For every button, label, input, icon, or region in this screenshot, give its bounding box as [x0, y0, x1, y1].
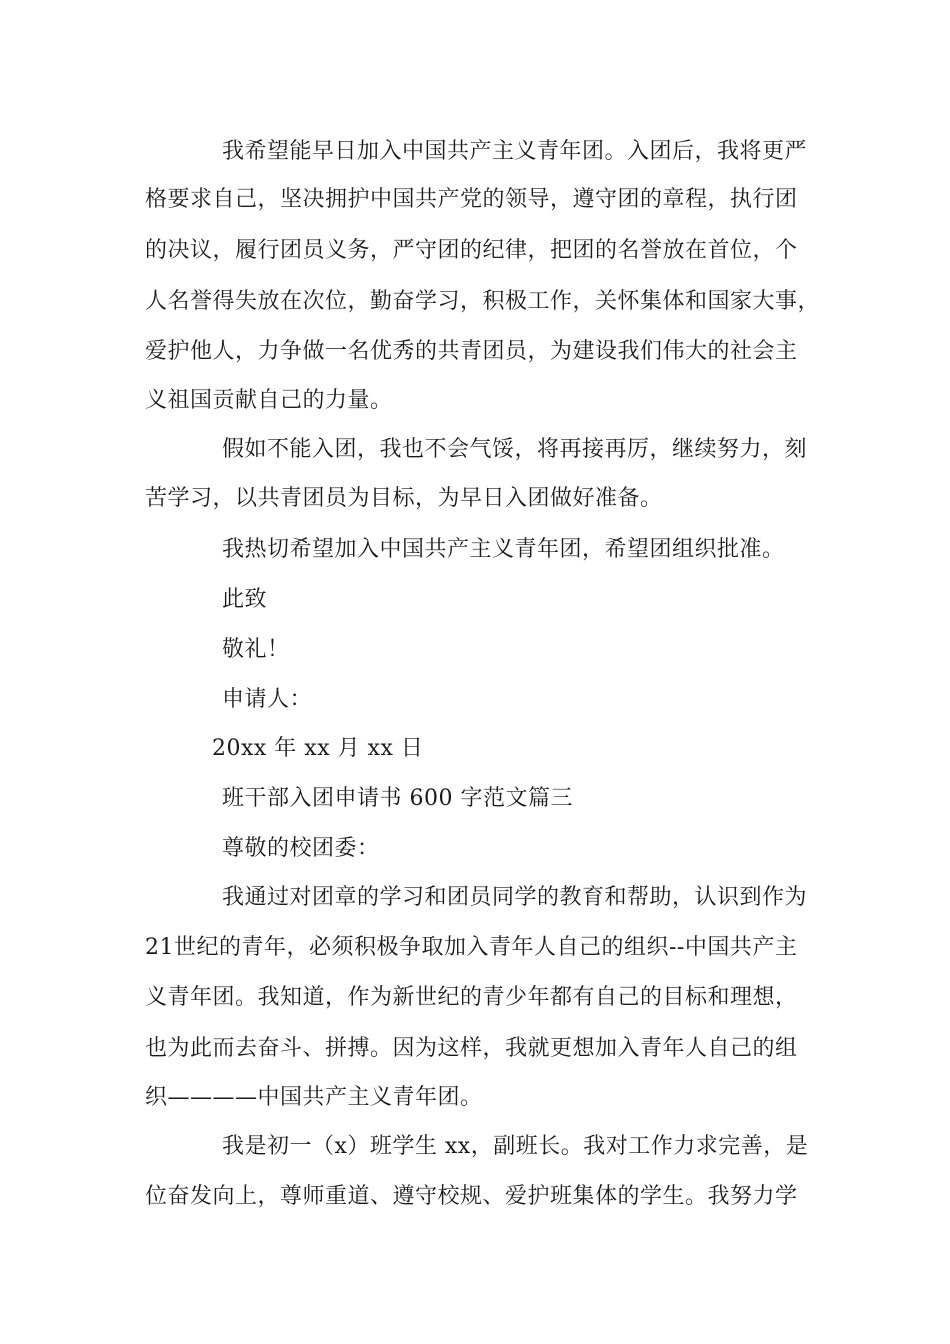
date-line: 20xx 年 xx 月 xx 日	[212, 736, 424, 761]
paragraph-line: 义祖国贡献自己的力量。	[145, 388, 393, 413]
paragraph-line: 我是初一（x）班学生 xx，副班长。我对工作力求完善，是	[222, 1134, 809, 1159]
paragraph-line: 爱护他人，力争做一名优秀的共青团员，为建设我们伟大的社会主	[145, 339, 798, 364]
paragraph-line: 的决议，履行团员义务，严守团的纪律，把团的名誉放在首位，个	[145, 238, 798, 263]
paragraph-line: 格要求自己，坚决拥护中国共产党的领导，遵守团的章程，执行团	[145, 187, 798, 212]
addressee-line: 尊敬的校团委：	[222, 836, 380, 861]
section-title: 班干部入团申请书 600 字范文篇三	[222, 786, 573, 811]
paragraph-line: 我希望能早日加入中国共产主义青年团。入团后，我将更严	[222, 139, 808, 164]
paragraph-line: 位奋发向上，尊师重道、遵守校规、爱护班集体的学生。我努力学	[145, 1184, 798, 1209]
paragraph-line: 21世纪的青年，必须积极争取加入青年人自己的组织--中国共产主	[145, 935, 798, 960]
paragraph-line: 我热切希望加入中国共产主义青年团，希望团组织批准。	[222, 537, 785, 562]
paragraph-line: 义青年团。我知道，作为新世纪的青少年都有自己的目标和理想，	[145, 985, 798, 1010]
paragraph-line: 织————中国共产主义青年团。	[145, 1085, 483, 1110]
paragraph-line: 也为此而去奋斗、拼搏。因为这样，我就更想加入青年人自己的组	[145, 1036, 798, 1061]
paragraph-line: 人名誉得失放在次位，勤奋学习，积极工作，关怀集体和国家大事，	[145, 289, 821, 314]
applicant-line: 申请人：	[222, 687, 313, 712]
paragraph-line: 苦学习，以共青团员为目标，为早日入团做好准备。	[145, 486, 663, 511]
salutation-line: 敬礼！	[222, 637, 290, 662]
closing-line: 此致	[222, 587, 268, 612]
paragraph-line: 我通过对团章的学习和团员同学的教育和帮助，认识到作为	[222, 885, 808, 910]
paragraph-line: 假如不能入团，我也不会气馁，将再接再厉，继续努力，刻	[222, 437, 808, 462]
